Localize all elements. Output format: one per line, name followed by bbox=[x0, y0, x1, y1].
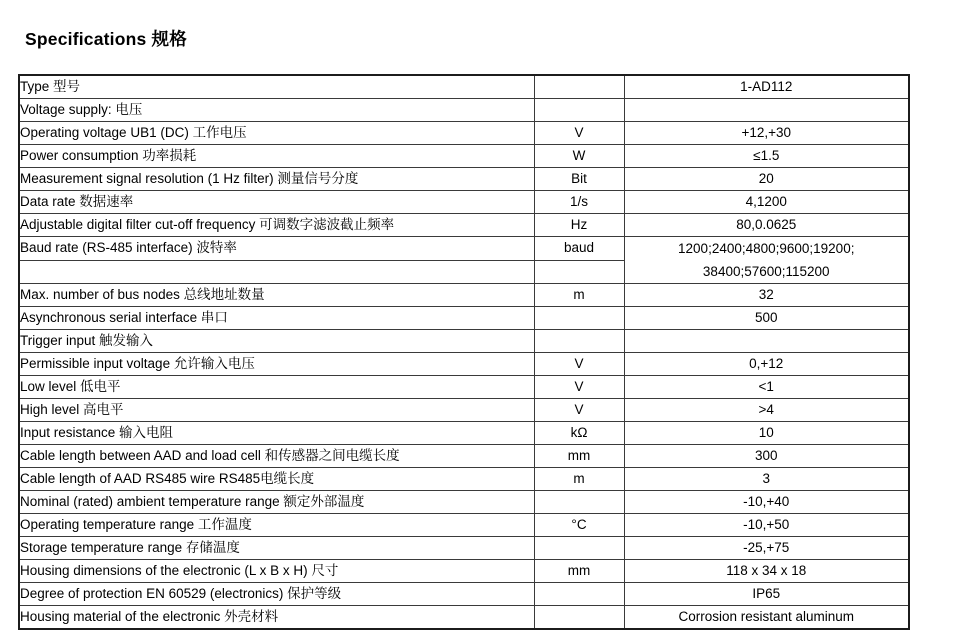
spec-unit-cell bbox=[534, 330, 624, 353]
spec-unit-cell bbox=[534, 537, 624, 560]
specifications-table-body bbox=[19, 75, 909, 629]
spec-value-cell: 20 bbox=[624, 168, 909, 191]
spec-value-cell bbox=[624, 237, 909, 284]
spec-parameter-cell: Housing dimensions of the electronic (L x B x H) 尺寸 bbox=[19, 560, 534, 583]
spec-unit-cell bbox=[534, 583, 624, 606]
spec-row bbox=[19, 75, 909, 99]
spec-value-cell: 80,0.0625 bbox=[624, 214, 909, 237]
spec-value-cell: -10,+40 bbox=[624, 491, 909, 514]
spec-unit-cell: °C bbox=[534, 514, 624, 537]
specifications-table bbox=[18, 74, 910, 630]
spec-parameter-cell: Adjustable digital filter cut-off frequency 可调数字滤波截止频率 bbox=[19, 214, 534, 237]
spec-parameter-cell: Measurement signal resolution (1 Hz filter) 测量信号分度 bbox=[19, 168, 534, 191]
spec-unit-cell: mm bbox=[534, 445, 624, 468]
spec-value-cell: <1 bbox=[624, 376, 909, 399]
spec-parameter-cell: Input resistance 输入电阻 bbox=[19, 422, 534, 445]
spec-parameter-cell: Max. number of bus nodes 总线地址数量 bbox=[19, 284, 534, 307]
spec-value-cell: -10,+50 bbox=[624, 514, 909, 537]
spec-value-cell: 500 bbox=[624, 307, 909, 330]
spec-row bbox=[19, 560, 909, 583]
spec-value-cell bbox=[624, 99, 909, 122]
spec-value-cell: 118 x 34 x 18 bbox=[624, 560, 909, 583]
spec-row bbox=[19, 537, 909, 560]
spec-row bbox=[19, 514, 909, 537]
spec-unit-cell bbox=[534, 307, 624, 330]
spec-value-cell: +12,+30 bbox=[624, 122, 909, 145]
spec-value-cell: 0,+12 bbox=[624, 353, 909, 376]
spec-unit-cell: V bbox=[534, 376, 624, 399]
spec-value-cell: ≤1.5 bbox=[624, 145, 909, 168]
spec-unit-cell bbox=[534, 75, 624, 99]
spec-parameter-cell: Type 型号 bbox=[19, 75, 534, 99]
spec-row bbox=[19, 583, 909, 606]
spec-unit-cell: Bit bbox=[534, 168, 624, 191]
spec-row bbox=[19, 122, 909, 145]
spec-parameter-cell: Asynchronous serial interface 串口 bbox=[19, 307, 534, 330]
spec-value-line: 38400;57600;115200 bbox=[702, 264, 830, 279]
spec-row bbox=[19, 284, 909, 307]
spec-parameter-cell: Permissible input voltage 允许输入电压 bbox=[19, 353, 534, 376]
spec-value-cell: 300 bbox=[624, 445, 909, 468]
spec-parameter-cell: Storage temperature range 存储温度 bbox=[19, 537, 534, 560]
spec-unit-cell bbox=[534, 491, 624, 514]
spec-row bbox=[19, 399, 909, 422]
spec-row bbox=[19, 307, 909, 330]
spec-parameter-cell: Baud rate (RS-485 interface) 波特率 bbox=[19, 237, 534, 261]
spec-value-cell: 3 bbox=[624, 468, 909, 491]
spec-unit-cell: Hz bbox=[534, 214, 624, 237]
spec-row bbox=[19, 468, 909, 491]
spec-value-cell bbox=[624, 330, 909, 353]
spec-row bbox=[19, 353, 909, 376]
spec-parameter-cell: Housing material of the electronic 外壳材料 bbox=[19, 606, 534, 630]
spec-value-cell: IP65 bbox=[624, 583, 909, 606]
spec-row bbox=[19, 330, 909, 353]
spec-parameter-cell: Cable length between AAD and load cell 和传感器之间电缆长度 bbox=[19, 445, 534, 468]
spec-parameter-cell: Data rate 数据速率 bbox=[19, 191, 534, 214]
spec-value-cell: Corrosion resistant aluminum bbox=[624, 606, 909, 630]
spec-value-cell: 10 bbox=[624, 422, 909, 445]
spec-unit-cell: kΩ bbox=[534, 422, 624, 445]
spec-parameter-cell: Trigger input 触发输入 bbox=[19, 330, 534, 353]
spec-unit-cell: V bbox=[534, 353, 624, 376]
spec-unit-cell: V bbox=[534, 399, 624, 422]
spec-unit-cell: W bbox=[534, 145, 624, 168]
page-title: Specifications 规格 bbox=[25, 29, 187, 49]
spec-unit-cell: mm bbox=[534, 560, 624, 583]
spec-unit-cell: V bbox=[534, 122, 624, 145]
spec-value-line: 1200;2400;4800;9600;19200; bbox=[678, 241, 855, 256]
spec-row bbox=[19, 422, 909, 445]
spec-value-cell: >4 bbox=[624, 399, 909, 422]
spec-row bbox=[19, 606, 909, 630]
spec-row bbox=[19, 445, 909, 468]
spec-parameter-cell: High level 高电平 bbox=[19, 399, 534, 422]
spec-unit-cell bbox=[534, 606, 624, 630]
spec-parameter-cell: Operating voltage UB1 (DC) 工作电压 bbox=[19, 122, 534, 145]
spec-row bbox=[19, 237, 909, 261]
spec-value-cell: 1-AD112 bbox=[624, 75, 909, 99]
spec-unit-cell: m bbox=[534, 468, 624, 491]
spec-unit-cell: baud bbox=[534, 237, 624, 261]
spec-parameter-cell: Operating temperature range 工作温度 bbox=[19, 514, 534, 537]
spec-value-cell: 4,1200 bbox=[624, 191, 909, 214]
spec-unit-cell: m bbox=[534, 284, 624, 307]
spec-row bbox=[19, 145, 909, 168]
spec-unit-cell bbox=[534, 260, 624, 284]
spec-parameter-cell: Nominal (rated) ambient temperature range 额定外部温度 bbox=[19, 491, 534, 514]
spec-unit-cell: 1/s bbox=[534, 191, 624, 214]
spec-row bbox=[19, 491, 909, 514]
spec-parameter-cell: Cable length of AAD RS485 wire RS485电缆长度 bbox=[19, 468, 534, 491]
spec-row bbox=[19, 191, 909, 214]
spec-parameter-cell bbox=[19, 260, 534, 284]
spec-parameter-cell: Power consumption 功率损耗 bbox=[19, 145, 534, 168]
spec-parameter-cell: Voltage supply: 电压 bbox=[19, 99, 534, 122]
spec-unit-cell bbox=[534, 99, 624, 122]
spec-parameter-cell: Low level 低电平 bbox=[19, 376, 534, 399]
spec-row bbox=[19, 214, 909, 237]
spec-row bbox=[19, 168, 909, 191]
spec-row bbox=[19, 376, 909, 399]
spec-parameter-cell: Degree of protection EN 60529 (electronics) 保护等级 bbox=[19, 583, 534, 606]
spec-value-cell: -25,+75 bbox=[624, 537, 909, 560]
spec-value-cell: 32 bbox=[624, 284, 909, 307]
spec-row bbox=[19, 99, 909, 122]
